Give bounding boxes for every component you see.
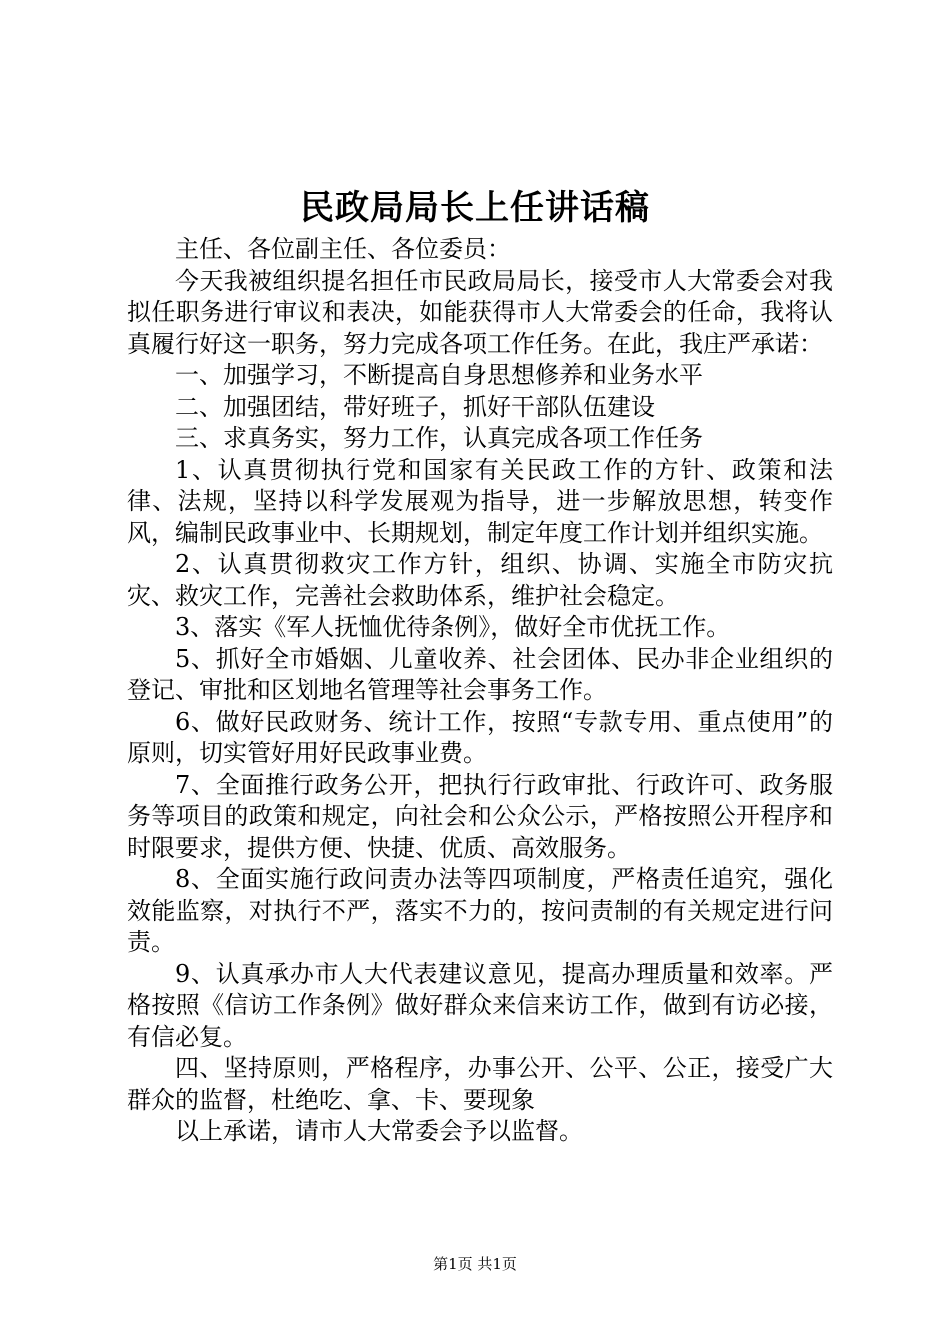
salutation: 主任、各位副主任、各位委员：	[175, 235, 511, 263]
page-footer: 第1页 共1页	[433, 1255, 517, 1273]
commitment-heading-2: 二、加强团结，带好班子，抓好干部队伍建设	[175, 392, 655, 421]
list-item-7: 7、全面推行政务公开，把执行行政审批、行政许可、政务服务等项目的政策和规定，向社会和公众公示，严格按照公开程序和时限要求，提供方便、快捷、优质、高效服务。	[127, 770, 833, 862]
list-item-5: 5、抓好全市婚姻、儿童收养、社会团体、民办非企业组织的登记、审批和区划地名管理等社会事务工作。	[127, 644, 833, 704]
list-item-9: 9、认真承办市人大代表建议意见，提高办理质量和效率。严格按照《信访工作条例》做好群众来信来访工作，做到有访必接，有信必复。	[127, 959, 833, 1051]
document-body	[127, 234, 833, 1148]
commitment-heading-3: 三、求真务实，努力工作，认真完成各项工作任务	[175, 424, 703, 452]
commitment-heading-1: 一、加强学习，不断提高自身思想修养和业务水平	[175, 361, 703, 389]
list-item-1: 1、认真贯彻执行党和国家有关民政工作的方针、政策和法律、法规，坚持以科学发展观为指导，进一步解放思想，转变作风，编制民政事业中、长期规划，制定年度工作计划并组织实施。	[127, 455, 833, 547]
list-item-6: 6、做好民政财务、统计工作，按照“专款专用、重点使用”的原则，切实管好用好民政事业费。	[127, 707, 833, 767]
list-item-2: 2、认真贯彻救灾工作方针，组织、协调、实施全市防灾抗灾、救灾工作，完善社会救助体系，维护社会稳定。	[127, 550, 833, 610]
list-item-3: 3、落实《军人抚恤优待条例》，做好全市优抚工作。	[175, 613, 731, 641]
document-title: 民政局局长上任讲话稿	[300, 188, 650, 228]
list-item-8: 8、全面实施行政问责办法等四项制度，严格责任追究，强化效能监察，对执行不严，落实不力的，按问责制的有关规定进行问责。	[127, 865, 833, 956]
closing-paragraph: 以上承诺，请市人大常委会予以监督。	[175, 1117, 583, 1145]
intro-paragraph: 今天我被组织提名担任市民政局局长，接受市人大常委会对我拟任职务进行审议和表决，如能获得市人大常委会的任命，我将认真履行好这一职务，努力完成各项工作任务。在此，我庄严承诺：	[127, 266, 833, 358]
commitment-heading-4: 四、坚持原则，严格程序，办事公开、公平、公正，接受广大群众的监督，杜绝吃、拿、卡、要现象	[127, 1054, 833, 1114]
